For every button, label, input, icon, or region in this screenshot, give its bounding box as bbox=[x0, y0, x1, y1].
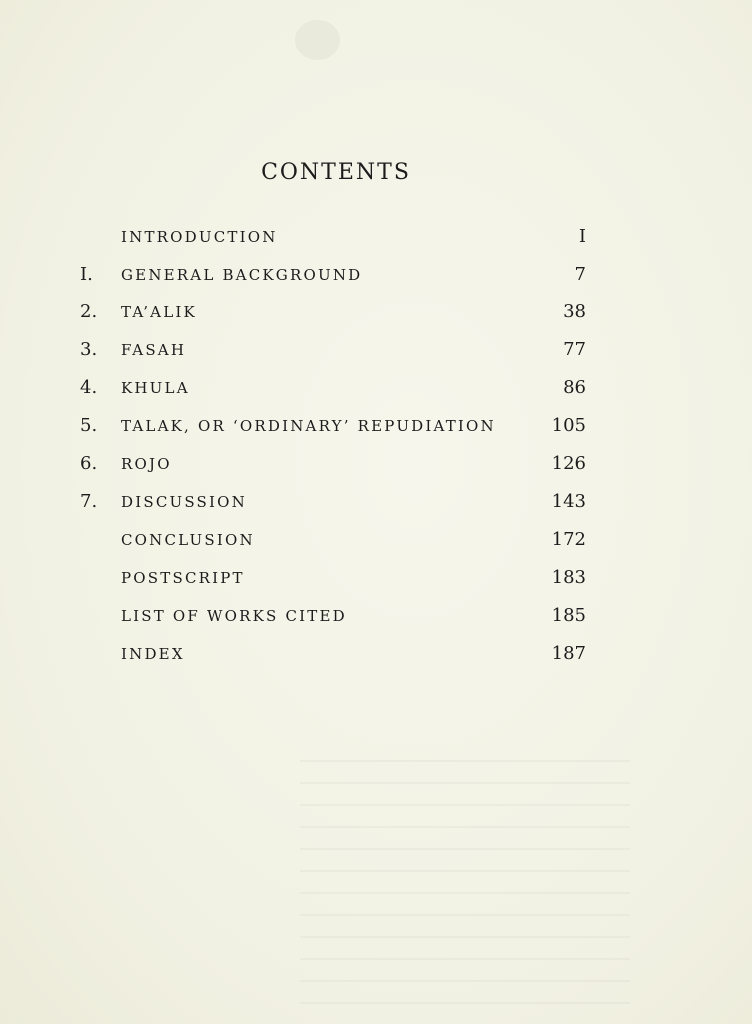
chapter-number: 2. bbox=[80, 301, 98, 322]
toc-entry-discussion bbox=[0, 487, 752, 517]
toc-entry-taalik bbox=[0, 297, 752, 327]
page-number: 105 bbox=[551, 415, 586, 436]
page-number: 187 bbox=[551, 643, 586, 664]
page-number: 77 bbox=[563, 339, 586, 360]
page-number: 143 bbox=[551, 491, 586, 512]
page-number: I bbox=[578, 226, 586, 247]
chapter-title: INTRODUCTION bbox=[121, 228, 278, 246]
chapter-title: TA’ALIK bbox=[121, 303, 197, 321]
paper-stain bbox=[295, 20, 340, 60]
chapter-title: LIST OF WORKS CITED bbox=[121, 607, 347, 625]
chapter-number: I. bbox=[80, 264, 93, 285]
bleed-through-text bbox=[300, 760, 630, 1010]
toc-entry-general-background bbox=[0, 260, 752, 290]
page-number: 185 bbox=[551, 605, 586, 626]
chapter-title: POSTSCRIPT bbox=[121, 569, 245, 587]
chapter-number: 4. bbox=[80, 377, 98, 398]
toc-entry-conclusion bbox=[0, 525, 752, 555]
toc-entry-works-cited bbox=[0, 601, 752, 631]
chapter-title: INDEX bbox=[121, 645, 185, 663]
chapter-number: 3. bbox=[80, 339, 98, 360]
page-number: 7 bbox=[574, 264, 586, 285]
chapter-title: KHULA bbox=[121, 379, 190, 397]
toc-entry-khula bbox=[0, 373, 752, 403]
chapter-title: GENERAL BACKGROUND bbox=[121, 266, 363, 284]
page-number: 172 bbox=[551, 529, 586, 550]
toc-entry-index bbox=[0, 639, 752, 669]
chapter-title: TALAK, OR ‘ORDINARY’ REPUDIATION bbox=[121, 417, 496, 435]
chapter-title: CONCLUSION bbox=[121, 531, 255, 549]
page-number: 38 bbox=[563, 301, 586, 322]
toc-entry-postscript bbox=[0, 563, 752, 593]
page-number: 126 bbox=[551, 453, 586, 474]
page-number: 183 bbox=[551, 567, 586, 588]
chapter-number: 5. bbox=[80, 415, 98, 436]
toc-entry-talak bbox=[0, 411, 752, 441]
page-number: 86 bbox=[563, 377, 586, 398]
toc-entry-fasah bbox=[0, 335, 752, 365]
toc-entry-introduction bbox=[0, 222, 752, 252]
contents-heading: CONTENTS bbox=[261, 160, 411, 185]
chapter-number: 6. bbox=[80, 453, 98, 474]
toc-entry-rojo bbox=[0, 449, 752, 479]
chapter-number: 7. bbox=[80, 491, 98, 512]
chapter-title: FASAH bbox=[121, 341, 187, 359]
chapter-title: ROJO bbox=[121, 455, 172, 473]
chapter-title: DISCUSSION bbox=[121, 493, 247, 511]
